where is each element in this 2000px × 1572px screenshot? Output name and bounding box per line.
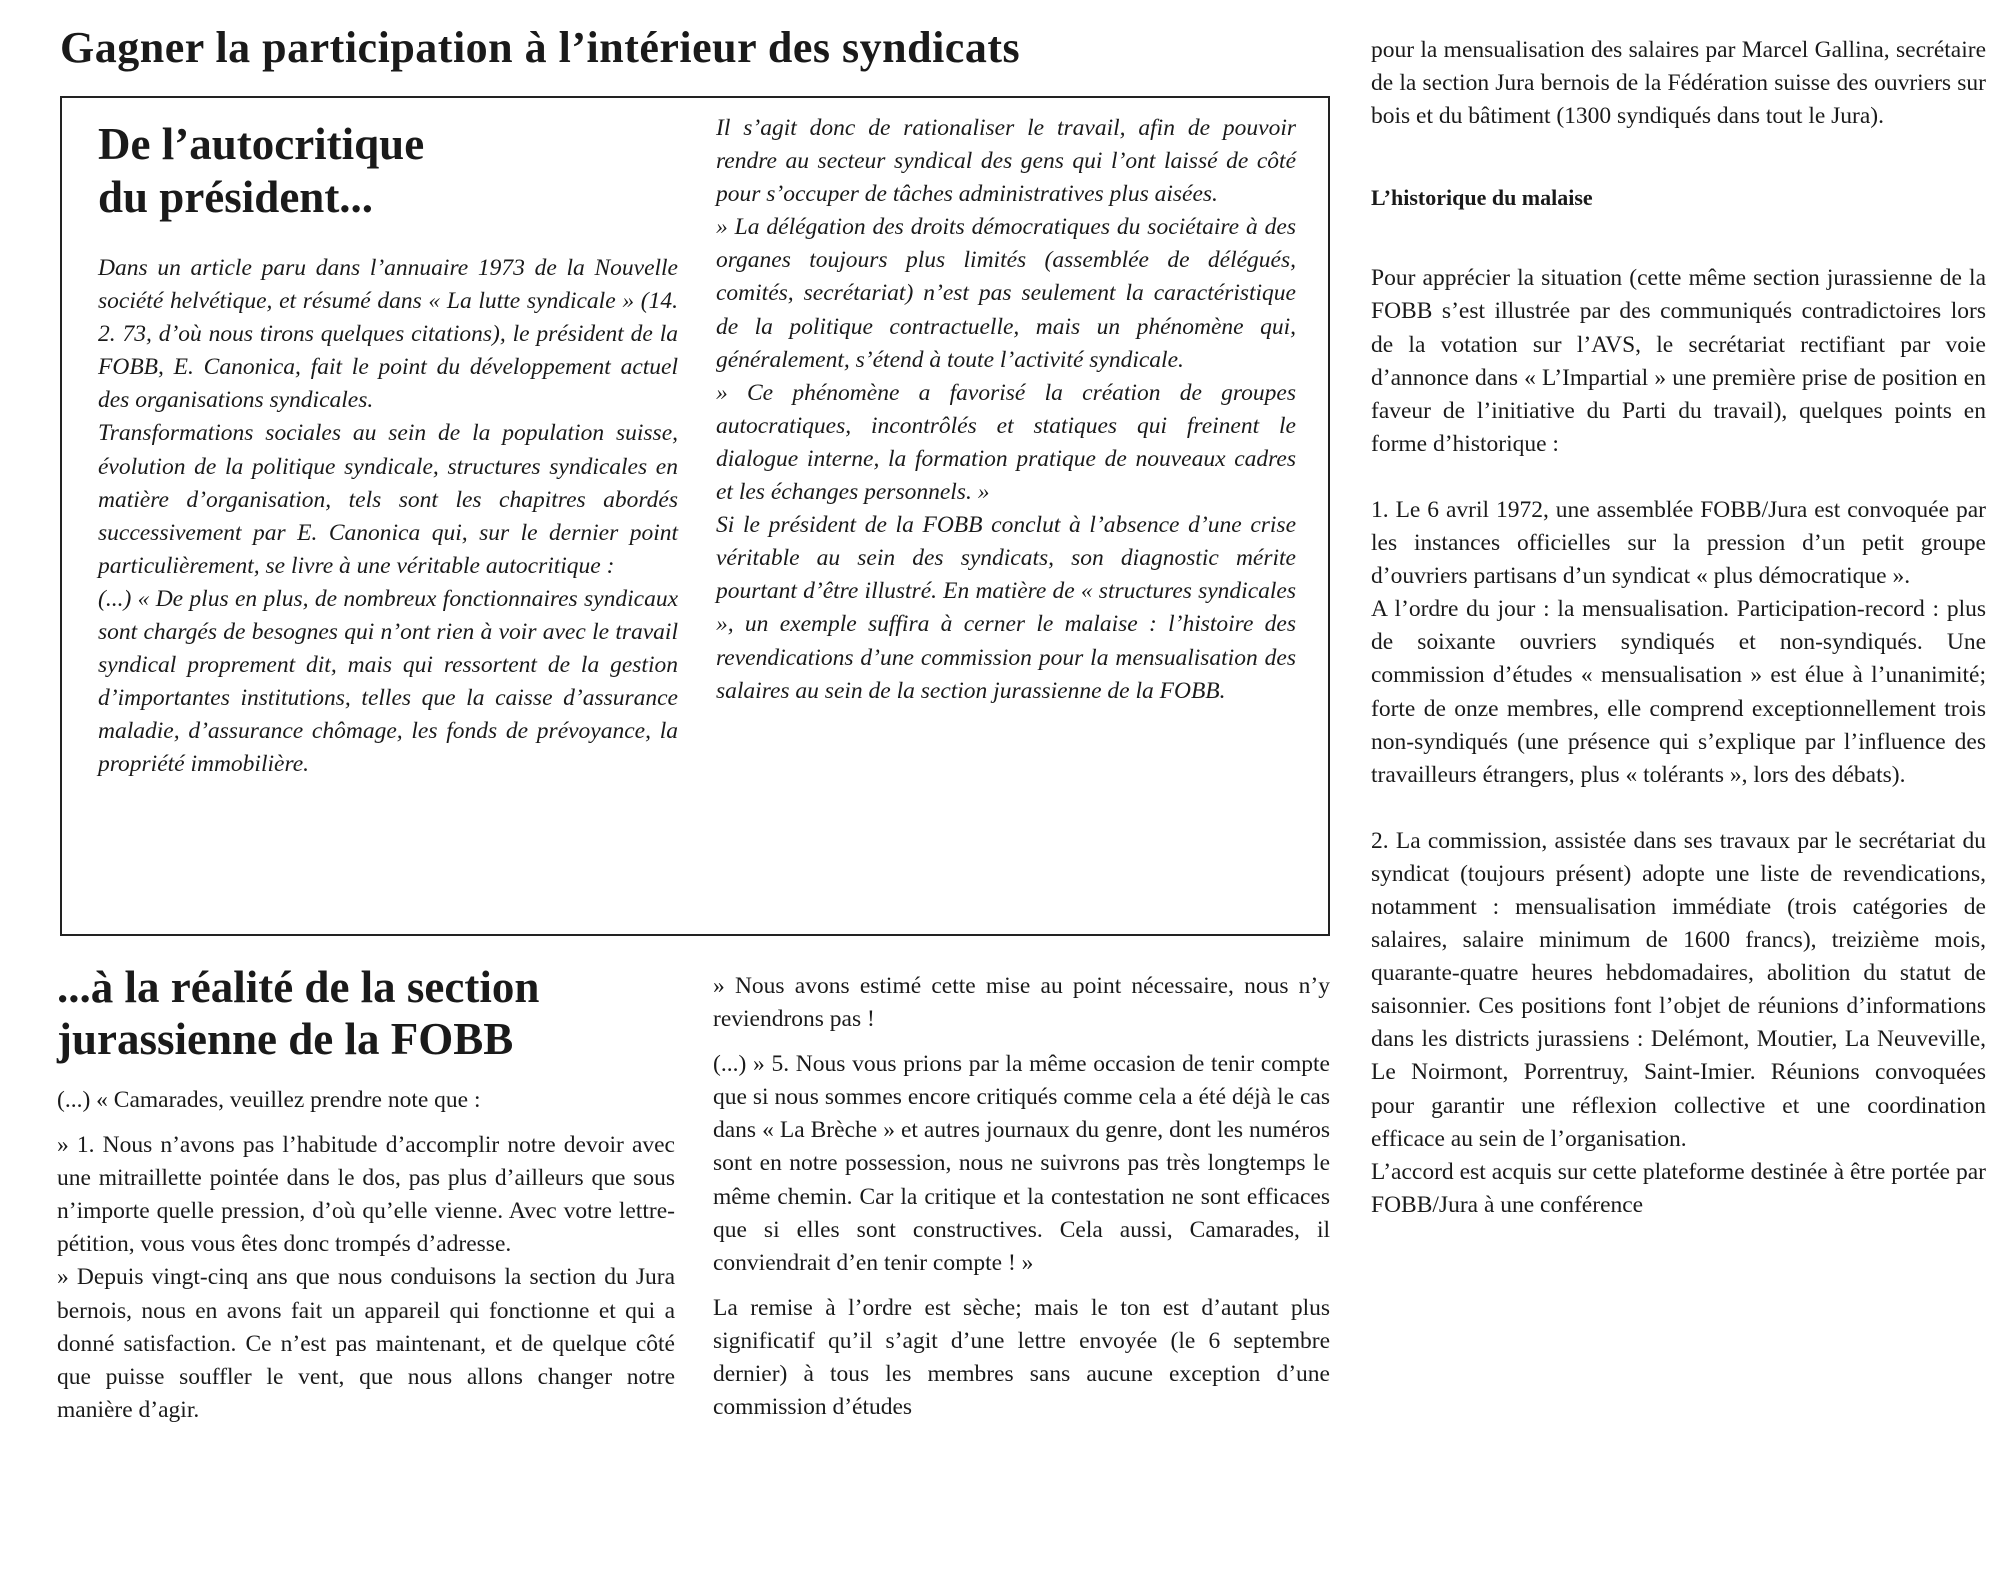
body-paragraph: (...) « Camarades, veuillez prendre note que : <box>57 1087 481 1113</box>
box-right-column <box>716 112 1296 708</box>
right-column <box>1371 34 1986 1222</box>
box-paragraph: » Ce phénomène a favorisé la création de groupes autocratiques, incontrôlés et statiques qui freinent le dialogue interne, la formation pratique de nouveaux cadres et les échanges personnels. » <box>716 379 1296 506</box>
body-paragraph: (...) » 5. Nous vous prions par la même occasion de tenir compte que si nous sommes encore critiqués comme cela a été déjà le cas dans « La Brèche » et autres journaux du genre, dont les numéros sont en notre possession, nous ne suivrons pas très longtemps le même chemin. Car la critique et la contestation ne sont efficaces que si elles sont constructives. Cela aussi, Camarades, il conviendrait d’en tenir compte ! » <box>713 1051 1330 1276</box>
left-column <box>57 1084 675 1427</box>
box-paragraph: » La délégation des droits démocratiques du sociétaire à des organes toujours plus limités (assemblée de délégués, comités, secrétariat) n’est pas seulement la caractéristique de la politique contractuelle, mais un phénomène qui, généralement, s’étend à toute l’activité syndicale. <box>716 214 1296 373</box>
body-paragraph: Pour apprécier la situation (cette même section jurassienne de la FOBB s’est illustrée par des communiqués contradictoires lors de la votation sur l’AVS, le secrétariat rectifiant par voie d’annonce dans « L’Impartial » une première prise de position en faveur de l’initiative du Parti du travail), quelques points en forme d’historique : <box>1371 265 1986 457</box>
box-paragraph: Il s’agit donc de rationaliser le travail, afin de pouvoir rendre au secteur syndical des gens qui l’ont laissé de côté pour s’occuper de tâches administratives plus aisées. <box>716 115 1296 208</box>
box-heading-line-1: De l’autocritique <box>98 119 425 169</box>
section-heading <box>57 962 697 1066</box>
section-heading-line-1: ...à la réalité de la section <box>57 962 540 1012</box>
body-paragraph: La remise à l’ordre est sèche; mais le ton est d’autant plus significatif qu’il s’agit d’une lettre envoyée (le 6 septembre dernier) à tous les membres sans aucune exception d’une commission d’études <box>713 1294 1330 1421</box>
body-paragraph: » 1. Nous n’avons pas l’habitude d’accomplir notre devoir avec une mitraillette pointée dans le dos, pas plus d’ailleurs que sous n’importe quelle pression, d’où qu’elle vienne. Avec votre lettre-pétition, vous vous êtes donc trompés d’adresse. <box>57 1132 675 1258</box>
box-heading-line-2: du président... <box>98 172 374 223</box>
box-paragraph: Dans un article paru dans l’annuaire 1973 de la Nouvelle société helvétique, et résumé dans « La lutte syndicale » (14. 2. 73, d’où nous tirons quelques citations), le président de la FOBB, E. Canonica, fait le point du développement actuel des organisations syndicales. <box>98 255 678 414</box>
box-paragraph: Si le président de la FOBB conclut à l’absence d’une crise véritable au sein des syndicats, son diagnostic mérite pourtant d’être illustré. En matière de « structures syndicales », un exemple suffira à cerner le malaise : l’histoire des revendications d’une commission pour la mensualisation des salaires au sein de la section jurassienne de la FOBB. <box>716 512 1296 704</box>
body-paragraph: 1. Le 6 avril 1972, une assemblée FOBB/Jura est convoquée par les instances officielles sur la pression d’un petit groupe d’ouvriers partisans d’un syndicat « plus démocratique ». <box>1371 496 1986 590</box>
body-paragraph: » Nous avons estimé cette mise au point nécessaire, nous n’y reviendrons pas ! <box>713 973 1330 1033</box>
body-paragraph: pour la mensualisation des salaires par Marcel Gallina, secrétaire de la section Jura bernois de la Fédération suisse des ouvriers sur bois et du bâtiment (1300 syndiqués dans tout le Jura). <box>1371 37 1986 130</box>
section-heading-line-2: jurassienne de la FOBB <box>57 1013 514 1064</box>
box-paragraph: (...) « De plus en plus, de nombreux fonctionnaires syndicaux sont chargés de besognes qui n’ont rien à voir avec le travail syndical proprement dit, mais qui ressortent de la gestion d’importantes institutions, telles que la caisse d’assurance maladie, d’assurance chômage, les fonds de prévoyance, la propriété immobilière. <box>98 585 678 778</box>
article-title: Gagner la participation à l’intérieur des syndicats <box>60 23 1021 72</box>
subheading: L’historique du malaise <box>1371 185 1593 211</box>
box-left-column <box>98 252 678 782</box>
body-paragraph: A l’ordre du jour : la mensualisation. Participation-record : plus de soixante ouvriers syndiqués et non-syndiqués. Une commission d’études « mensualisation » est élue à l’unanimité; forte de onze membres, elle comprend exceptionnellement trois non-syndiqués (une présence qui s’explique par l’influence des travailleurs étrangers, plus « tolérants », lors des débats). <box>1371 596 1986 788</box>
box-heading <box>98 118 658 224</box>
box-paragraph: Transformations sociales au sein de la population suisse, évolution de la politique syndicale, structures syndicales en matière d’organisation, tels sont les chapitres abordés successivement par E. Canonica qui, sur le dernier point particulièrement, se livre à une véritable autocritique : <box>98 420 678 579</box>
body-paragraph: L’accord est acquis sur cette plateforme destinée à être portée par FOBB/Jura à une conférence <box>1371 1158 1986 1218</box>
middle-column <box>713 970 1330 1424</box>
body-paragraph: 2. La commission, assistée dans ses travaux par le secrétariat du syndicat (toujours présent) adopte une liste de revendications, notamment : mensualisation immédiate (trois catégories de salaires, salaire minimum de 1600 francs), treizième mois, quarante-quatre heures hebdomadaires, abolition du statut de saisonnier. Ces positions font l’objet de réunions d’informations dans les districts jurassiens : Delémont, Moutier, La Neuveville, Le Noirmont, Porrentruy, Saint-Imier. Réunions convoquées pour garantir une réflexion collective et une coordination efficace au sein de l’organisation. <box>1371 827 1986 1152</box>
body-paragraph: » Depuis vingt-cinq ans que nous conduisons la section du Jura bernois, nous en avons fait un appareil qui fonctionne et qui a donné satisfaction. Ce n’est pas maintenant, et de quelque côté que puisse souffler le vent, que nous allons changer notre manière d’agir. <box>57 1264 675 1423</box>
